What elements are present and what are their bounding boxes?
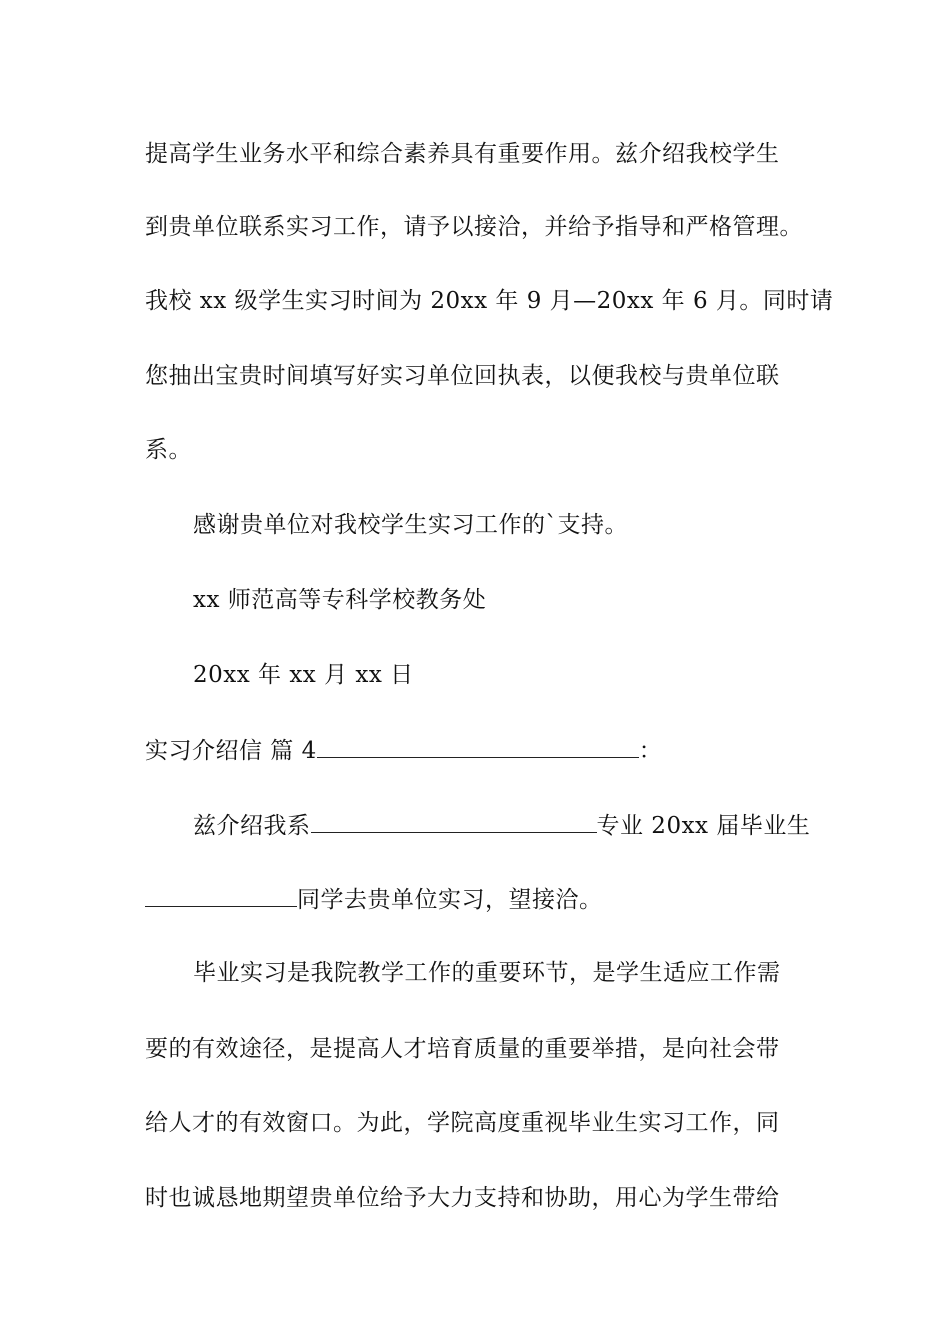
signature-text: xx 师范高等专科学校教务处 — [193, 587, 487, 613]
major-blank — [311, 810, 597, 833]
paragraph-line: 系。 — [145, 437, 192, 463]
section-heading-title: 实习介绍信 篇 4 — [145, 738, 317, 764]
intro-middle: 专业 20xx 届毕业生 — [596, 813, 811, 839]
paragraph-line: 给人才的有效窗口。为此，学院高度重视毕业生实习工作，同 — [145, 1110, 780, 1136]
paragraph-line: 到贵单位联系实习工作，请予以接洽，并给予指导和严格管理。 — [145, 214, 803, 240]
paragraph-line: 您抽出宝贵时间填写好实习单位回执表，以便我校与贵单位联 — [145, 363, 780, 389]
paragraph-line: 时也诚恳地期望贵单位给予大力支持和协助，用心为学生带给 — [145, 1185, 780, 1211]
intro-suffix: 同学去贵单位实习，望接洽。 — [297, 887, 603, 913]
student-name-blank — [145, 884, 297, 907]
date-text: 20xx 年 xx 月 xx 日 — [193, 662, 414, 688]
paragraph-line: 提高学生业务水平和综合素养具有重要作用。兹介绍我校学生 — [145, 141, 780, 167]
thanks-text: 感谢贵单位对我校学生实习工作的`支持。 — [193, 512, 628, 538]
paragraph-line: 毕业实习是我院教学工作的重要环节，是学生适应工作需 — [193, 960, 781, 986]
intro-line — [193, 810, 810, 841]
intro-line-2 — [145, 884, 603, 915]
section-heading-colon: ： — [638, 738, 663, 764]
intro-prefix: 兹介绍我系 — [193, 813, 311, 839]
recipient-blank — [317, 735, 639, 758]
section-heading — [145, 735, 662, 766]
paragraph-line: 我校 xx 级学生实习时间为 20xx 年 9 月—20xx 年 6 月。同时请 — [145, 288, 834, 314]
paragraph-line: 要的有效途径，是提高人才培育质量的重要举措，是向社会带 — [145, 1036, 780, 1062]
